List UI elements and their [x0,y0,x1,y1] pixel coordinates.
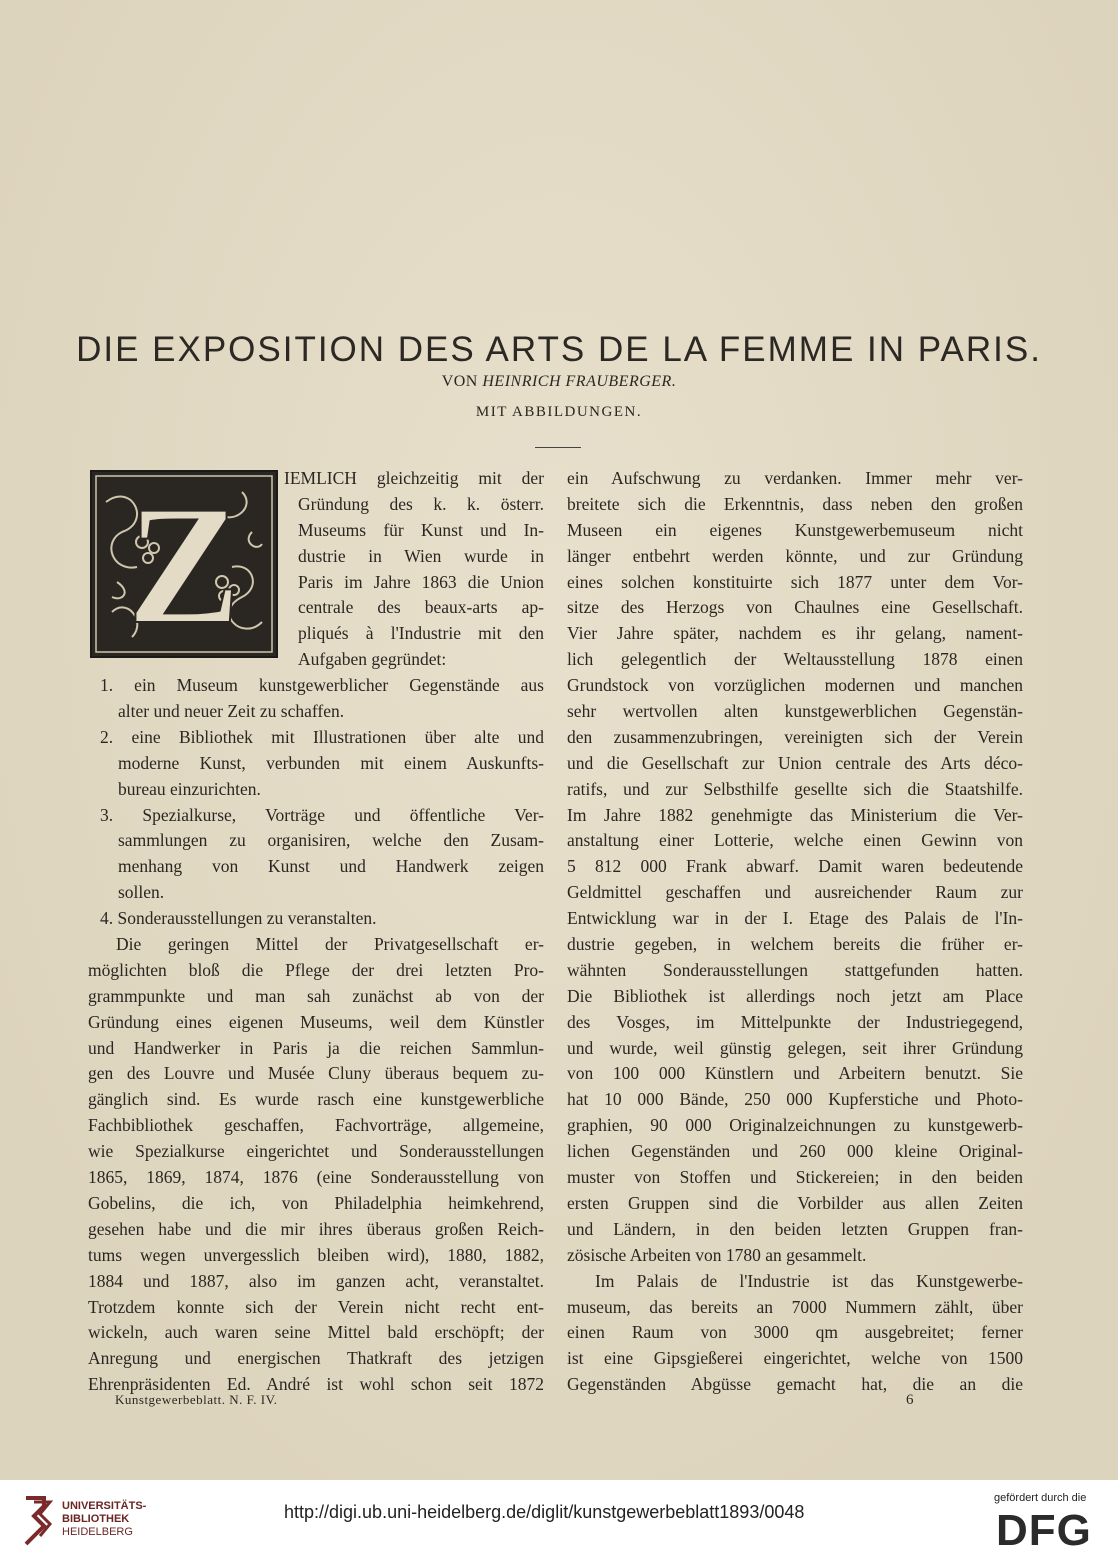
text-line: dustrie in Wien wurde in [298,545,544,566]
text-line: Im Palais de l'Industrie ist das Kunstgewerbe- [595,1270,1023,1291]
text-line: und Ländern, in den beiden letzten Gruppen fran- [567,1218,1023,1239]
list-item: 3. Spezialkurse, Vorträge und öffentliche Ver- [100,804,544,825]
text-line: des Vosges, im Mittelpunkte der Industriegegend, [567,1011,1023,1032]
text-line: Paris im Jahre 1863 die Union [298,571,544,592]
dfg-logo[interactable]: DFG [996,1506,1092,1555]
text-line: Gründung eines eigenen Museums, weil dem Künstler [88,1011,544,1032]
text-line: Gegenständen Abgüsse gemacht hat, die an die [567,1374,1023,1395]
text-line: und wurde, weil günstig gelegen, seit ihrer Gründung [567,1037,1023,1058]
text-line: Die geringen Mittel der Privatgesellschaft er- [116,934,544,955]
text-line: hat 10 000 Bände, 250 000 Kupferstiche und Photo- [567,1089,1023,1110]
initial-letter: Z [127,472,241,656]
text-line: gesehen habe und die mir ihres überaus großen Reich- [88,1218,544,1239]
author-name: HEINRICH FRAUBERGER. [482,373,677,390]
text-line: dustrie gegeben, in welchem bereits die früher er- [567,934,1023,955]
text-line: ratifs, und zur Selbsthilfe gesellte sich die Staatshilfe. [567,778,1023,799]
text-line: Trotzdem konnte sich der Verein nicht recht ent- [88,1296,544,1317]
text-line: anstaltung einer Lotterie, welche einen Gewinn von [567,830,1023,851]
text-line: Museen ein eigenes Kunstgewerbemuseum nicht [567,519,1023,540]
text-line: sammlungen zu organisiren, welche den Zusam- [118,830,544,851]
text-line: gen des Louvre und Musée Cluny überaus bequem zu- [88,1063,544,1084]
subtitle: MIT ABBILDUNGEN. [475,404,643,420]
right-column [567,466,1023,1398]
list-item: 4. Sonderausstellungen zu veranstalten. [100,908,377,929]
text-line: sollen. [118,882,165,903]
text-line: einen Raum von 3000 qm ausgebreitet; ferner [567,1322,1023,1343]
text-line: den zusammenzubringen, vereinigten sich der Verein [567,726,1023,747]
text-line: länger entbehrt werden könnte, und zur Gründung [567,545,1023,566]
text-line: 5 812 000 Frank abwarf. Damit waren bedeutende [567,856,1023,877]
left-column [88,466,544,1398]
text-line: Fachbibliothek geschaffen, Fachvorträge, allgemeine, [88,1115,544,1136]
text-line: graphien, 90 000 Originalzeichnungen zu kunstgewerb- [567,1115,1023,1136]
text-line: sitze des Herzogs von Chaulnes eine Gesellschaft. [567,597,1023,618]
digitization-banner [0,1480,1118,1562]
text-line: menhang von Kunst und Handwerk zeigen [118,856,544,877]
text-line: moderne Kunst, verbunden mit einem Auskunfts- [118,752,544,773]
list-item: 2. eine Bibliothek mit Illustrationen über alte und [100,726,544,747]
text-line: Grundstock von vorzüglichen modernen und manchen [567,675,1023,696]
text-line: grammpunkte und man sah zunächst ab von der [88,985,544,1006]
text-line: 1884 und 1887, also im ganzen acht, veranstaltet. [88,1270,544,1291]
list-item: 1. ein Museum kunstgewerblicher Gegenstände aus [100,675,544,696]
text-line: ein Aufschwung zu verdanken. Immer mehr ver- [567,468,1023,488]
text-line: eines solchen konstituirte sich 1877 unter dem Vor- [567,571,1023,592]
text-line: muster von Stoffen und Stickereien; in den beiden [567,1167,1023,1188]
text-line: alter und neuer Zeit zu schaffen. [118,701,345,722]
text-line: und die Gesellschaft zur Union centrale des Arts déco- [567,752,1023,773]
funding-caption: gefördert durch die [994,1492,1087,1504]
text-line: tums wegen unvergesslich bleiben wird), 1880, 1882, [88,1244,544,1265]
library-name-line3: HEIDELBERG [62,1526,133,1538]
library-logo-icon[interactable] [22,1492,56,1553]
text-line: lichen Gegenständen und 260 000 kleine Original- [567,1141,1023,1162]
text-line: Entwicklung war in der I. Etage des Palais de l'In- [567,908,1023,929]
journal-footer: Kunstgewerbeblatt. N. F. IV. [115,1392,278,1407]
author-prefix: VON [441,373,478,390]
text-line: bureau einzurichten. [118,778,261,799]
permalink-url[interactable]: http://digi.ub.uni-heidelberg.de/diglit/kunstgewerbeblatt1893/0048 [284,1502,805,1522]
page-number: 6 [906,1392,914,1408]
text-line: Geldmittel geschaffen und ausreichender Raum zur [567,882,1023,903]
library-name-line1: UNIVERSITÄTS- [62,1500,147,1512]
text-line: Vier Jahre später, nachdem es ihr gelang, nament- [567,623,1023,644]
text-line: sehr wertvollen alten kunstgewerblichen Gegenstän- [567,701,1023,722]
text-line: Gobelins, die ich, von Philadelphia heimkehrend, [88,1192,544,1213]
text-line: Im Jahre 1882 genehmigte das Ministerium die Ver- [567,804,1023,825]
text-line: IEMLICH gleichzeitig mit der [284,468,544,488]
text-line: gänglich sind. Es wurde rasch eine kunstgewerbliche [88,1089,544,1110]
article-title: DIE EXPOSITION DES ARTS DE LA FEMME IN PARIS. [76,330,1042,369]
text-line: museum, das bereits an 7000 Nummern zählt, über [567,1296,1023,1317]
text-line: und Handwerker in Paris ja die reichen Sammlun- [88,1037,544,1058]
title-divider [535,447,581,448]
text-line: ist eine Gipsgießerei eingerichtet, welche von 1500 [567,1348,1023,1369]
text-line: wie Spezialkurse eingerichtet und Sonderausstellungen [88,1141,544,1162]
text-line: breitete sich die Erkenntnis, dass neben den großen [567,493,1023,514]
text-line: Ehrenpräsidenten Ed. André ist wohl schon seit 1872 [88,1374,544,1395]
text-line: 1865, 1869, 1874, 1876 (eine Sonderausstellung von [88,1167,544,1188]
text-line: zösische Arbeiten von 1780 an gesammelt. [567,1244,867,1265]
text-line: wähnten Sonderausstellungen stattgefunden hatten. [567,959,1023,980]
text-line: Anregung und energischen Thatkraft des jetzigen [88,1348,544,1369]
text-line: lich gelegentlich der Weltausstellung 1878 einen [567,649,1023,670]
text-line: von 100 000 Künstlern und Arbeitern benutzt. Sie [567,1063,1023,1084]
text-line: Die Bibliothek ist allerdings noch jetzt am Place [567,985,1023,1006]
text-line: Aufgaben gegründet: [298,649,447,670]
text-line: centrale des beaux-arts ap- [298,597,544,618]
text-line: Gründung des k. k. österr. [298,493,544,514]
library-name-line2: BIBLIOTHEK [62,1513,130,1525]
text-line: pliqués à l'Industrie mit den [298,623,544,644]
text-line: möglichten bloß die Pflege der drei letzten Pro- [88,959,544,980]
text-line: ersten Gruppen sind die Vorbilder aus allen Zeiten [567,1192,1023,1213]
library-name[interactable] [62,1500,146,1539]
text-line: Museums für Kunst und In- [298,519,544,540]
author-line [0,373,1118,391]
text-line: wickeln, auch waren seine Mittel bald erschöpft; der [88,1322,544,1343]
